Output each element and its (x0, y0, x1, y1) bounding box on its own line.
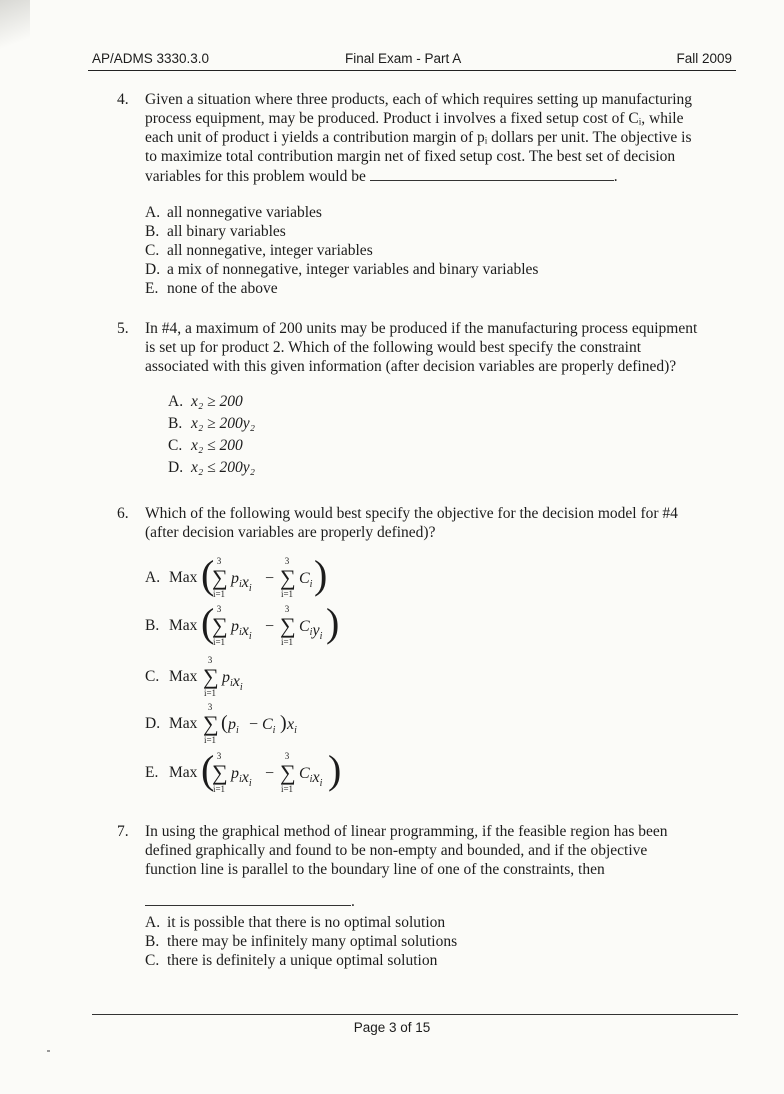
question-line: associated with this given information (after decision variables are properly defined)? (145, 358, 677, 375)
sum-2-lower: i=1 (280, 589, 294, 599)
term-pixi: $p_ix_i$ (231, 570, 252, 594)
open-paren: ( (201, 600, 215, 645)
option-d: D. x₂ ≤ 200y₂ (168, 459, 256, 476)
sum-1-symbol: ∑ (212, 565, 228, 590)
option-letter: D. (145, 715, 161, 732)
objective-formula (145, 600, 345, 649)
question-line-with-blank: . (145, 891, 735, 911)
sum-2-upper: 3 (284, 556, 290, 566)
option-letter: C. (145, 668, 160, 685)
sum-1-symbol: ∑ (203, 664, 219, 689)
sum-2-symbol: ∑ (280, 613, 296, 638)
sum-2-upper: 3 (284, 751, 290, 761)
option-a: A. x₂ ≥ 200 (168, 393, 243, 410)
sum-2-upper: 3 (284, 604, 290, 614)
question-line: (after decision variables are properly defined)? (145, 524, 436, 541)
option-c: C. there is definitely a unique optimal solution (145, 952, 438, 969)
term-pi: $p_i$ (228, 716, 239, 736)
term-ciyi: $C_iy_i$ (299, 618, 323, 642)
question-line: variables for this problem would be (145, 168, 366, 185)
question-line: defined graphically and found to be non-empty and bounded, and if the objective (145, 842, 648, 859)
option-c: C. all nonnegative, integer variables (145, 242, 373, 259)
question-number: 6. (117, 505, 129, 522)
minus-sign: − (265, 618, 275, 635)
option-b: B. there may be infinitely many optimal solutions (145, 933, 458, 950)
sum-1-lower: i=1 (212, 637, 226, 647)
question-line: In #4, a maximum of 200 units may be produced if the manufacturing process equipment (145, 320, 698, 337)
option-b: B. x₂ ≥ 200y₂ (168, 415, 256, 432)
question-line: function line is parallel to the boundary line of one of the constraints, then (145, 861, 605, 878)
question-number: 4. (117, 91, 129, 108)
question-line: Which of the following would best specify the objective for the decision model for #4 (145, 505, 678, 522)
question-line: process equipment, may be produced. Product i involves a fixed setup cost of Cᵢ, while (145, 110, 684, 127)
objective-formula (145, 747, 345, 796)
sum-1-upper: 3 (216, 751, 222, 761)
sum-1-symbol: ∑ (212, 760, 228, 785)
sum-2-lower: i=1 (280, 637, 294, 647)
term-cixi: $C_ix_i$ (299, 765, 323, 789)
option-b: B. all binary variables (145, 223, 286, 240)
minus-sign: − (249, 716, 259, 733)
question-line: Given a situation where three products, each of which requires setting up manufacturing (145, 91, 693, 108)
option-a: A. all nonnegative variables (145, 204, 322, 221)
footer-rule (92, 1014, 738, 1015)
objective-formula (145, 654, 345, 700)
q5-options (168, 393, 255, 481)
max-label: Max (169, 569, 198, 586)
open-paren: ( (201, 552, 215, 597)
term-pixi: $p_ix_i$ (222, 669, 243, 693)
max-label: Max (169, 715, 198, 732)
sum-1-lower: i=1 (212, 589, 226, 599)
option-letter: E. (145, 764, 159, 781)
question-text (145, 319, 735, 376)
minus-sign: − (265, 765, 275, 782)
sum-1-lower: i=1 (203, 688, 217, 698)
sum-1-upper: 3 (216, 604, 222, 614)
option-letter: A. (145, 569, 161, 586)
sum-1-upper: 3 (216, 556, 222, 566)
close-paren: ) (328, 747, 342, 792)
open-paren: ( (201, 747, 215, 792)
exam-term: Fall 2009 (676, 51, 732, 66)
close-paren: ) (326, 600, 340, 645)
answer-blank (370, 166, 614, 181)
answer-blank (145, 891, 351, 906)
q7-options (145, 913, 457, 970)
option-letter: B. (145, 617, 160, 634)
max-label: Max (169, 617, 198, 634)
max-label: Max (169, 764, 198, 781)
question-line: each unit of product i yields a contribution margin of pᵢ dollars per unit. The objective is (145, 129, 692, 146)
term-xi: $x_i$ (287, 716, 297, 736)
q4-options (145, 203, 538, 298)
scan-shadow (0, 0, 30, 60)
sum-1-symbol: ∑ (212, 613, 228, 638)
page-number: Page 3 of 15 (353, 1020, 431, 1035)
minus-sign: − (265, 570, 275, 587)
sum-1-upper: 3 (207, 655, 213, 665)
option-e: E. none of the above (145, 280, 278, 297)
option-c: C. x₂ ≤ 200 (168, 437, 243, 454)
sum-1-symbol: ∑ (203, 711, 219, 736)
option-a: A. it is possible that there is no optimal solution (145, 914, 446, 931)
term-ci: $C_i$ (262, 716, 276, 736)
max-label: Max (169, 668, 198, 685)
question-line: is set up for product 2. Which of the following would best specify the constraint (145, 339, 642, 356)
sum-2-symbol: ∑ (280, 760, 296, 785)
close-paren: ) (314, 552, 328, 597)
question-line: to maximize total contribution margin net of fixed setup cost. The best set of decision (145, 148, 676, 165)
option-d: D. a mix of nonnegative, integer variables and binary variables (145, 261, 539, 278)
sum-1-upper: 3 (207, 702, 213, 712)
scan-speck (47, 1050, 50, 1052)
objective-formula (145, 552, 345, 601)
question-text (145, 822, 735, 911)
term-ci: $C_i$ (299, 570, 313, 590)
term-pixi: $p_ix_i$ (231, 765, 252, 789)
open-paren: ( (221, 712, 228, 734)
question-number: 7. (117, 823, 129, 840)
question-number: 5. (117, 320, 129, 337)
sum-1-lower: i=1 (212, 784, 226, 794)
question-text (145, 504, 735, 542)
course-code: AP/ADMS 3330.3.0 (92, 51, 210, 66)
question-line: In using the graphical method of linear programming, if the feasible region has been (145, 823, 668, 840)
close-paren: ) (280, 712, 287, 734)
question-line-with-blank: variables for this problem would be . (145, 168, 618, 185)
page-header (88, 48, 736, 71)
sum-2-symbol: ∑ (280, 565, 296, 590)
sum-2-lower: i=1 (280, 784, 294, 794)
term-pixi: $p_ix_i$ (231, 618, 252, 642)
sum-1-lower: i=1 (203, 735, 217, 745)
objective-formula (145, 701, 345, 747)
exam-title: Final Exam - Part A (345, 51, 462, 66)
question-text (145, 90, 735, 186)
